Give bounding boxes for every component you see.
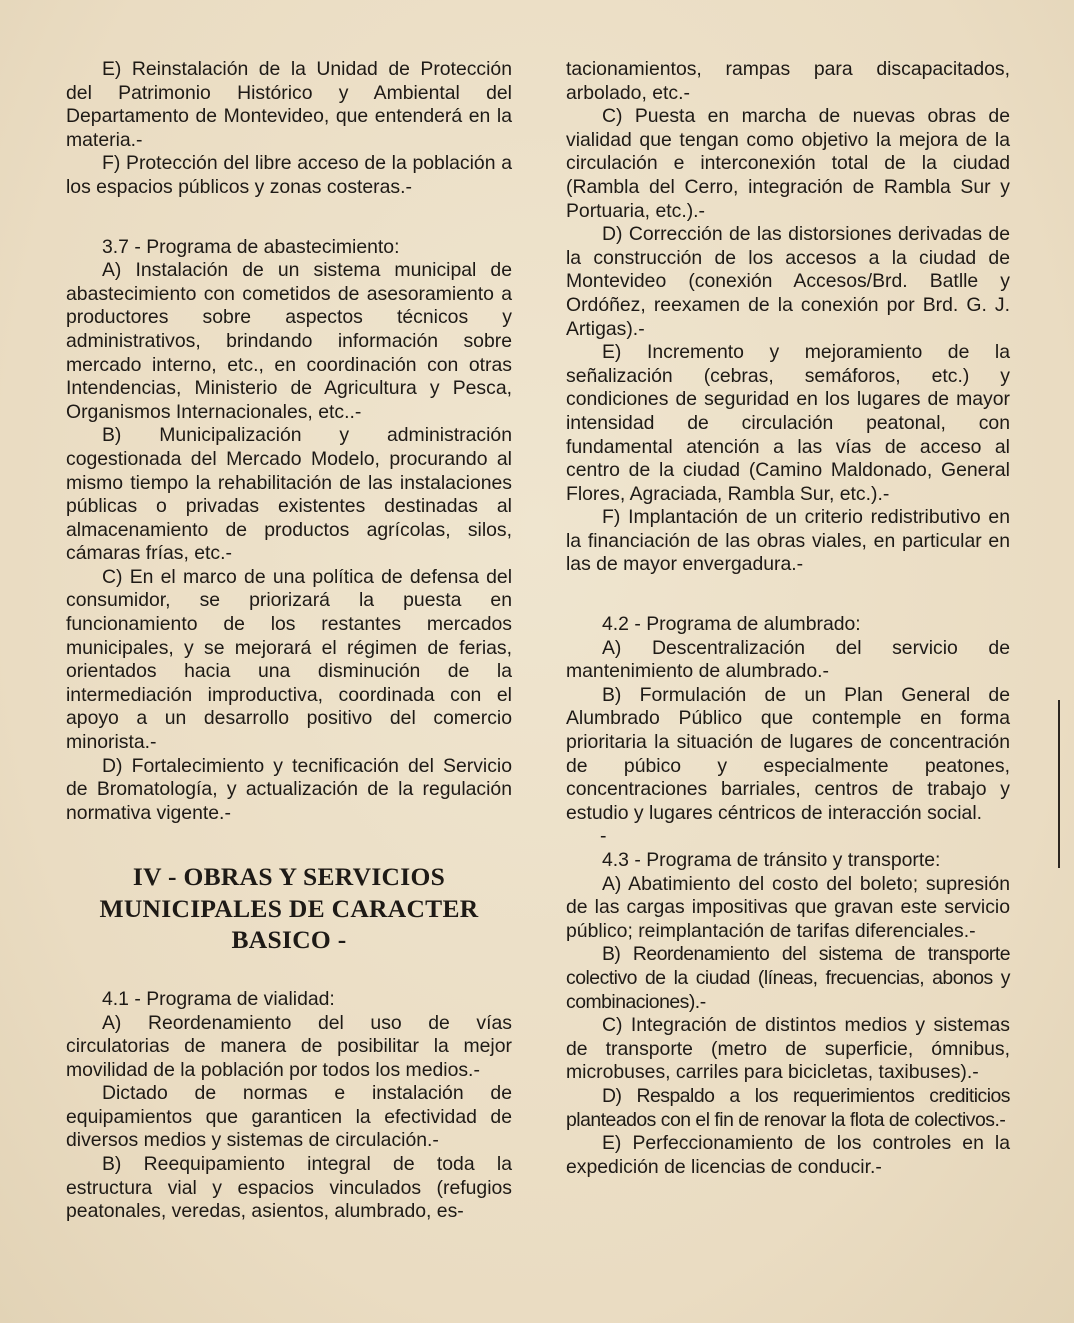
heading-4-3: 4.3 - Programa de tránsito y transporte: [602,849,941,871]
paragraph-b-reequipamiento: B) Reequipamiento integral de toda la estructura vial y espacios vinculados (refugios peatonales, veredas, asientos, alumbrado, es- [66,1153,512,1223]
paragraph-e-senalizacion: E) Incremento y mejoramiento de la señalización (cebras, semáforos, etc.) y condiciones de seguridad en los lugares de mayor intensidad de circulación peatonal, con fundamental atención a las vías de acceso al centro de la ciudad (Camino Maldonado, General Flores, Agraciada, Rambla Sur, etc.).- [566,341,1010,505]
paragraph-a-vias-circulatorias: A) Reordenamiento del uso de vías circulatorias de manera de posibilitar la mejor movilidad de la población por todos los medios.- [66,1011,512,1081]
paragraph-b-mercado-modelo: B) Municipalización y administración cogestionada del Mercado Modelo, procurando al mismo tiempo la rehabilitación de las instalaciones públicas o privadas existentes destinadas al almacenamiento de productos agrícolas, silos, cámaras frías, etc.- [66,424,512,565]
section-title-line-2: MUNICIPALES DE CARACTER [99,893,479,923]
paragraph-e-patrimonio: E) Reinstalación de la Unidad de Protección del Patrimonio Histórico y Ambiental del Departamento de Montevideo, que entenderá en la materia.- [66,58,512,151]
paragraph-c-nuevas-obras: C) Puesta en marcha de nuevas obras de vialidad que tengan como objetivo la mejora de la circulación e interconexión total de la ciudad (Rambla del Cerro, integración de Rambla Sur y Portuaria, etc.).- [566,105,1010,222]
paragraph-b-plan-alumbrado: B) Formulación de un Plan General de Alumbrado Público que contemple en forma prioritaria la situación de lugares de concentración de púbico y especialmente peatones, concentraciones barriales, centros de trabajo y estudio y lugares céntricos de interacción social. [566,683,1010,824]
paragraph-d-distorsiones: D) Corrección de las distorsiones derivadas de la construcción de los accesos a la ciudad de Montevideo (conexión Accesos/Brd. Batlle y Ordóñez, reexamen de la conexión por Brd. G. J. Artigas).- [566,223,1010,340]
paragraph-a-boleto: A) Abatimiento del costo del boleto; supresión de las cargas impositivas que gravan este servicio público; reimplantación de tarifas diferenciales.- [566,872,1010,942]
paragraph-c-medios-transporte: C) Integración de distintos medios y sistemas de transporte (metro de superficie, ómnibus, microbuses, carriles para bicicletas, taxibuses).- [566,1014,1010,1084]
left-column [66,58,512,1224]
margin-rule-mark [1058,700,1060,868]
paragraph-d-bromatologia: D) Fortalecimiento y tecnificación del Servicio de Bromatología, y actualización de la regulación normativa vigente.- [66,754,512,824]
stray-dash: - [600,825,607,848]
section-title-line-3: BASICO - [231,925,347,955]
paragraph-a-abastecimiento: A) Instalación de un sistema municipal de abastecimiento con cometidos de asesoramiento a productores sobre aspectos técnicos y administrativos, brindando información sobre mercado interno, etc., en coordinación con otras Intendencias, Ministerio de Agricultura y Pesca, Organismos Internacionales, etc..- [66,259,512,423]
section-title-line-1: IV - OBRAS Y SERVICIOS [132,862,446,892]
paragraph-e-licencias: E) Perfeccionamiento de los controles en la expedición de licencias de conducir.- [566,1132,1010,1178]
paragraph-d-creditos: D) Respaldo a los requerimientos crediticios planteados con el fin de renovar la flota de colectivos.- [566,1084,1010,1131]
paragraph-normas-equipamientos: Dictado de normas e instalación de equipamientos que garanticen la efectividad de diversos medios y sistemas de circulación.- [66,1082,512,1152]
right-column [566,58,1010,1179]
paragraph-f-espacios-publicos: F) Protección del libre acceso de la población a los espacios públicos y zonas costeras.- [66,152,512,198]
paragraph-continuation-estacionamientos: tacionamientos, rampas para discapacitados, arbolado, etc.- [566,58,1010,104]
paragraph-a-descentralizacion: A) Descentralización del servicio de mantenimiento de alumbrado.- [566,636,1010,683]
heading-4-1: 4.1 - Programa de vialidad: [102,987,335,1010]
paragraph-b-transporte-colectivo: B) Reordenamiento del sistema de transporte colectivo de la ciudad (líneas, frecuencias, abonos y combinaciones).- [566,943,1010,1013]
heading-3-7: 3.7 - Programa de abastecimiento: [102,235,400,258]
paragraph-c-consumidor: C) En el marco de una política de defensa del consumidor, se priorizará la puesta en funcionamiento de los restantes mercados municipales, y se mejorará el régimen de ferias, orientados hacia una disminución de la intermediación improductiva, coordinada con el apoyo a un desarrollo positivo del comercio minorista.- [66,565,512,754]
section-title [66,861,512,956]
heading-4-2: 4.2 - Programa de alumbrado: [602,613,861,636]
paragraph-f-redistributivo: F) Implantación de un criterio redistributivo en la financiación de las obras viales, en particular en las de mayor envergadura.- [566,506,1010,576]
